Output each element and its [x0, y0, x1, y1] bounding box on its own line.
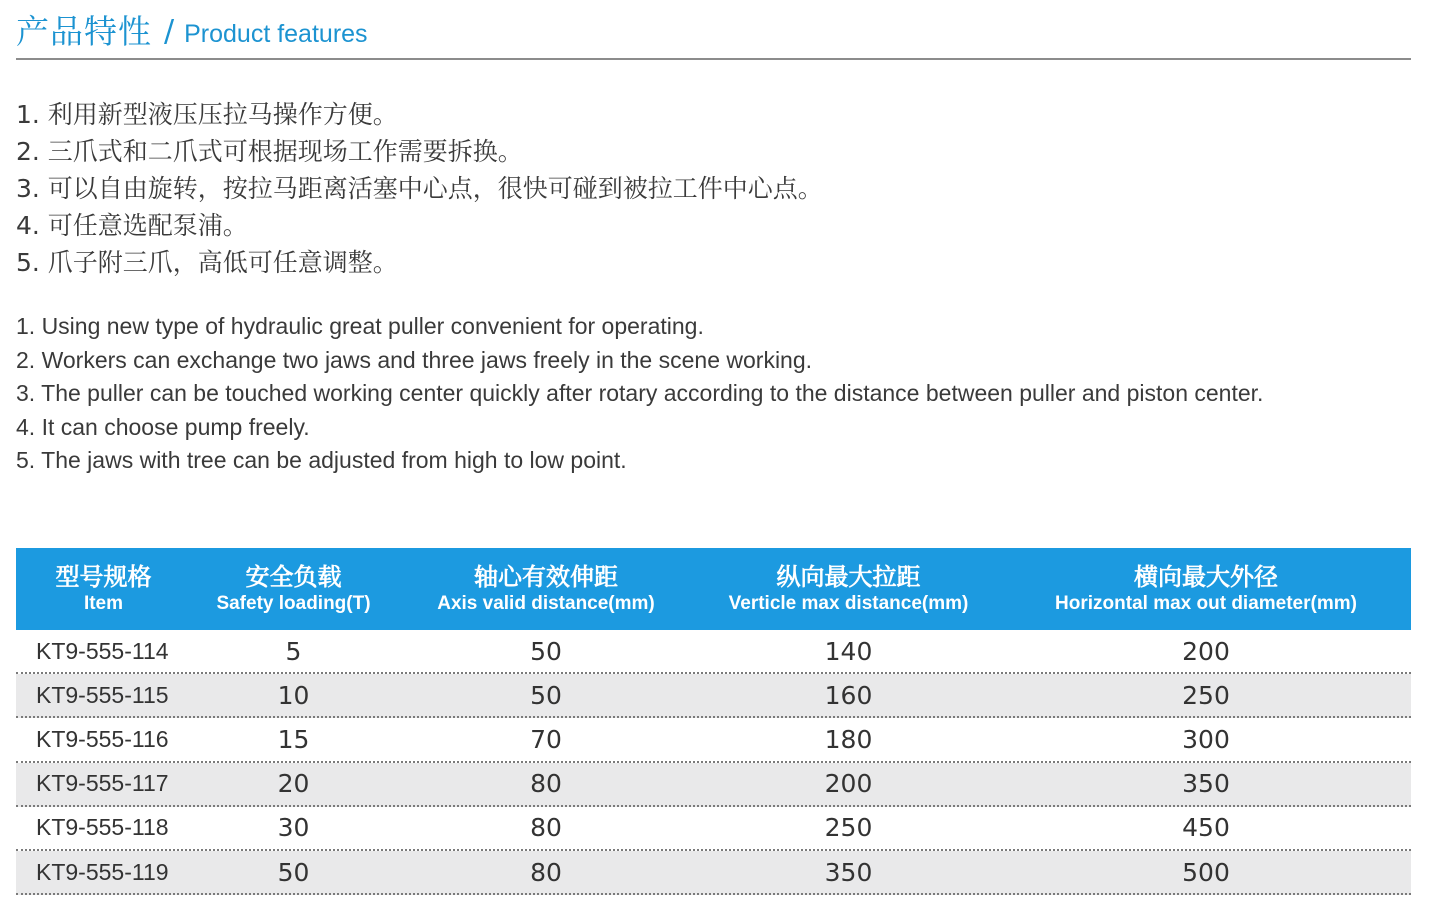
cell-horizontal-diameter: 500	[1182, 857, 1230, 887]
feature-cn-item: 3. 可以自由旋转，按拉马距离活塞中心点，很快可碰到被拉工件中心点。	[16, 174, 823, 203]
spec-table	[16, 548, 1411, 895]
cell-vertical-distance: 350	[824, 857, 873, 887]
cell-item: KT9-555-114	[36, 637, 169, 664]
cell-vertical-distance: 250	[824, 813, 873, 843]
cell-safety-loading: 15	[277, 724, 310, 754]
header-cell-safety-loading	[191, 548, 396, 630]
header-cell-horizontal-diameter	[1001, 548, 1411, 630]
cell-horizontal-diameter: 350	[1182, 769, 1230, 799]
section-header	[16, 6, 368, 52]
cell-item: KT9-555-116	[36, 725, 169, 752]
table-header	[16, 548, 1411, 630]
header-en: Safety loading(T)	[216, 593, 371, 614]
features-list-en	[16, 310, 1406, 478]
table-row	[16, 807, 1411, 851]
cell-vertical-distance: 140	[824, 636, 873, 666]
table-row	[16, 630, 1411, 674]
cell-item: KT9-555-117	[36, 770, 169, 797]
header-cell-axis-distance	[396, 548, 696, 630]
header-cn: 型号规格	[55, 563, 152, 591]
cell-axis-distance: 70	[530, 724, 562, 754]
cell-horizontal-diameter: 200	[1182, 636, 1230, 666]
cell-item: KT9-555-119	[36, 858, 169, 885]
cell-safety-loading: 5	[285, 636, 302, 666]
feature-en-item: 2. Workers can exchange two jaws and three jaws freely in the scene working.	[16, 346, 813, 373]
cell-safety-loading: 30	[277, 813, 310, 843]
feature-en-item: 3. The puller can be touched working center quickly after rotary according to the distance between puller and piston center.	[16, 380, 1264, 407]
cell-horizontal-diameter: 250	[1182, 680, 1230, 710]
table-row	[16, 674, 1411, 718]
cell-axis-distance: 80	[530, 857, 562, 887]
feature-cn-item: 4. 可任意选配泵浦。	[16, 211, 248, 240]
cell-vertical-distance: 200	[824, 769, 873, 799]
title-separator: /	[164, 14, 175, 49]
table-row	[16, 718, 1411, 762]
section-title-cn: 产品特性	[16, 12, 152, 51]
cell-item: KT9-555-115	[36, 681, 169, 708]
header-cell-item	[16, 548, 191, 630]
header-en: Verticle max distance(mm)	[728, 593, 969, 614]
header-en: Item	[83, 593, 124, 614]
feature-cn-item: 2. 三爪式和二爪式可根据现场工作需要拆换。	[16, 137, 523, 166]
feature-en-item: 1. Using new type of hydraulic great puller convenient for operating.	[16, 313, 704, 339]
features-list-cn	[16, 96, 1396, 281]
header-cn: 纵向最大拉距	[776, 563, 921, 591]
cell-axis-distance: 50	[530, 680, 562, 710]
cell-vertical-distance: 160	[824, 680, 873, 710]
cell-horizontal-diameter: 300	[1182, 724, 1230, 754]
cell-axis-distance: 80	[530, 769, 562, 799]
header-cn: 轴心有效伸距	[474, 563, 618, 591]
feature-en-item: 4. It can choose pump freely.	[16, 413, 310, 440]
cell-safety-loading: 50	[277, 857, 310, 887]
header-cn: 横向最大外径	[1134, 563, 1278, 591]
table-row	[16, 851, 1411, 895]
header-en: Horizontal max out diameter(mm)	[1055, 593, 1357, 614]
header-cn: 安全负载	[245, 563, 342, 591]
cell-safety-loading: 10	[277, 680, 310, 710]
cell-axis-distance: 50	[530, 636, 562, 666]
section-title-en: Product features	[184, 20, 368, 48]
cell-safety-loading: 20	[277, 769, 310, 799]
table-row	[16, 763, 1411, 807]
feature-cn-item: 1. 利用新型液压压拉马操作方便。	[16, 100, 398, 129]
feature-en-item: 5. The jaws with tree can be adjusted from high to low point.	[16, 447, 627, 474]
feature-cn-item: 5. 爪子附三爪，高低可任意调整。	[16, 248, 398, 277]
cell-item: KT9-555-118	[36, 814, 169, 841]
header-divider	[16, 58, 1411, 60]
cell-horizontal-diameter: 450	[1182, 813, 1230, 843]
header-en: Axis valid distance(mm)	[437, 593, 655, 614]
cell-vertical-distance: 180	[824, 724, 873, 754]
cell-axis-distance: 80	[530, 813, 562, 843]
header-cell-vertical-distance	[696, 548, 1001, 630]
